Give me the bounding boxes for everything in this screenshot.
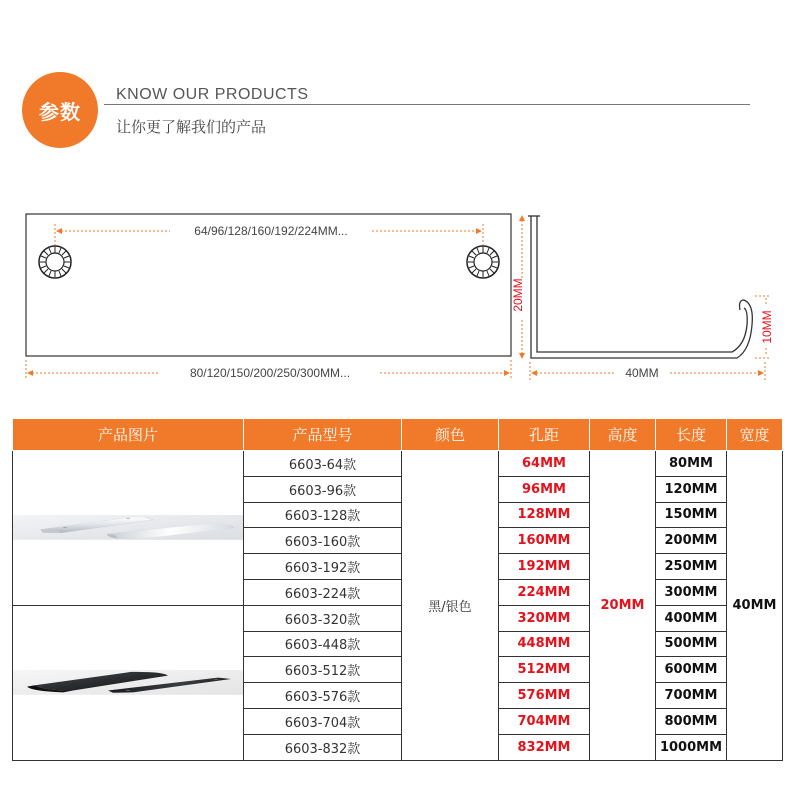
hole-cell: 704MM	[499, 708, 590, 734]
hole-cell: 224MM	[499, 579, 590, 605]
length-cell: 600MM	[656, 657, 727, 683]
header-height: 高度	[590, 419, 656, 451]
table-header-row	[13, 419, 783, 451]
dimension-diagram	[0, 200, 790, 390]
length-cell: 200MM	[656, 528, 727, 554]
section-title-en: KNOW OUR PRODUCTS	[116, 86, 309, 103]
header-model: 产品型号	[244, 419, 402, 451]
model-cell: 6603-224款	[244, 579, 402, 605]
black-handle-image	[13, 670, 243, 695]
table-row	[13, 451, 783, 477]
length-cell: 1000MM	[656, 734, 727, 760]
left-hole-icon	[39, 246, 71, 278]
hole-cell: 192MM	[499, 554, 590, 580]
model-cell: 6603-320款	[244, 605, 402, 631]
model-cell: 6603-448款	[244, 631, 402, 657]
height-value: 20MM	[590, 451, 656, 761]
hole-cell: 160MM	[499, 528, 590, 554]
model-cell: 6603-96款	[244, 476, 402, 502]
section-title-cn: 让你更了解我们的产品	[116, 118, 267, 136]
width-label: 40MM	[625, 366, 659, 380]
header-photo: 产品图片	[13, 419, 244, 451]
black-handle-photo	[13, 605, 244, 760]
model-cell: 6603-192款	[244, 554, 402, 580]
length-cell: 80MM	[656, 451, 727, 477]
height-label: 20MM	[511, 278, 525, 312]
length-cell: 300MM	[656, 579, 727, 605]
hole-cell: 320MM	[499, 605, 590, 631]
model-cell: 6603-576款	[244, 683, 402, 709]
length-cell: 250MM	[656, 554, 727, 580]
title-divider	[104, 104, 750, 105]
hole-cell: 512MM	[499, 657, 590, 683]
header-hole: 孔距	[499, 419, 590, 451]
silver-handle-photo	[13, 451, 244, 606]
model-cell: 6603-512款	[244, 657, 402, 683]
hole-cell: 64MM	[499, 451, 590, 477]
hole-cell: 576MM	[499, 683, 590, 709]
hole-distance-label: 64/96/128/160/192/224MM...	[194, 224, 348, 238]
hole-cell: 448MM	[499, 631, 590, 657]
width-value: 40MM	[727, 451, 783, 761]
length-cell: 800MM	[656, 708, 727, 734]
model-cell: 6603-832款	[244, 734, 402, 760]
length-cell: 500MM	[656, 631, 727, 657]
spec-table	[12, 418, 783, 761]
length-cell: 700MM	[656, 683, 727, 709]
header-color: 颜色	[402, 419, 499, 451]
color-value: 黑/银色	[402, 451, 499, 761]
table-row	[13, 605, 783, 631]
model-cell: 6603-64款	[244, 451, 402, 477]
right-hole-icon	[467, 246, 499, 278]
model-cell: 6603-128款	[244, 502, 402, 528]
model-cell: 6603-704款	[244, 708, 402, 734]
length-cell: 150MM	[656, 502, 727, 528]
badge-label: 参数	[39, 99, 81, 124]
hole-cell: 832MM	[499, 734, 590, 760]
model-cell: 6603-160款	[244, 528, 402, 554]
lip-label: 10MM	[760, 310, 774, 344]
dimension-drawing	[0, 200, 790, 390]
length-cell: 120MM	[656, 476, 727, 502]
header-width: 宽度	[727, 419, 783, 451]
length-cell: 400MM	[656, 605, 727, 631]
hole-cell: 96MM	[499, 476, 590, 502]
silver-handle-image	[13, 515, 243, 540]
length-label: 80/120/150/200/250/300MM...	[189, 366, 351, 380]
side-profile-outline	[531, 216, 752, 358]
hole-cell: 128MM	[499, 502, 590, 528]
header-length: 长度	[656, 419, 727, 451]
section-badge	[22, 72, 98, 148]
